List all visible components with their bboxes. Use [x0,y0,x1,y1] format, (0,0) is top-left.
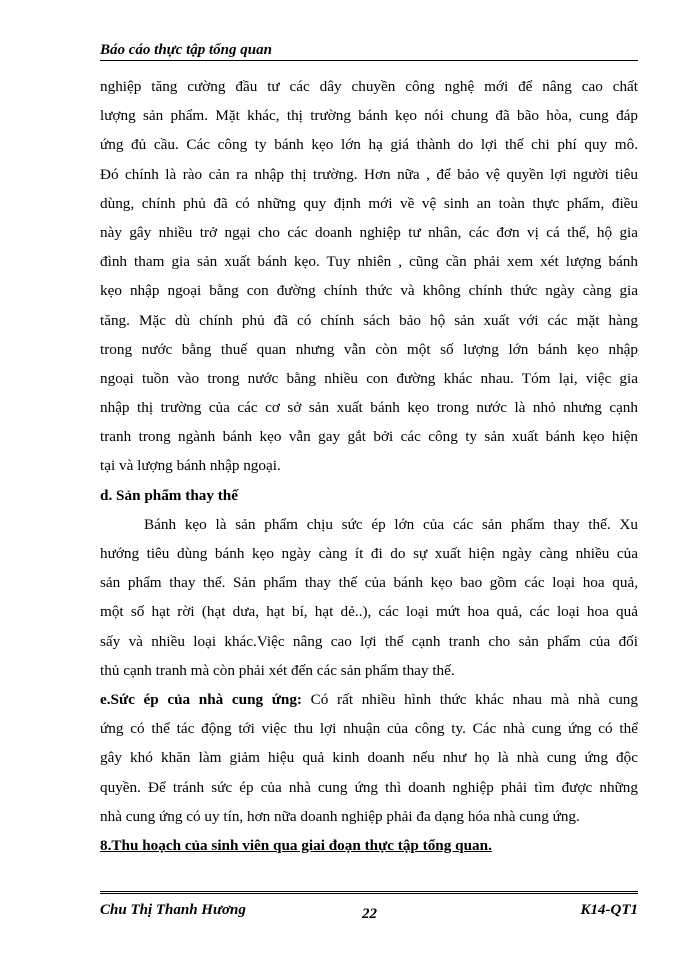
text-line: Đó chính là rào cản ra nhập thị trường. Hơn nữa , để bảo vệ quyền lợi người tiêu [100,165,638,183]
text-line: hướng tiêu dùng bánh kẹo ngày càng ít đi do sự xuất hiện ngày càng nhiều của [100,545,638,562]
paragraph-1 [100,72,638,481]
page-footer [100,902,638,924]
section-e-heading: e.Sức ép của nhà cung ứng: [100,690,302,708]
text-line: thủ cạnh tranh mà còn phải xét đến các sản phẩm thay thế. [100,661,455,679]
footer-author: Chu Thị Thanh Hương [100,902,246,918]
text-line: quyền. Để tránh sức ép của nhà cung ứng thì doanh nghiệp phải tìm được những [100,778,638,796]
text-line: ứng đủ cầu. Các công ty bánh kẹo lớn hạ giá thành do lợi thế chi phí quy mô. [100,136,638,154]
text-line: nhà cung ứng có uy tín, hơn nữa doanh nghiệp phải đa dạng hóa nhà cung ứng. [100,807,580,825]
page-content [100,72,638,860]
section-e-first-line: Có rất nhiều hình thức khác nhau mà nhà cung [302,690,638,708]
text-line: nhập thị trường của các cơ sở sản xuất bánh kẹo trong nước là nhỏ nhưng cạnh [100,399,638,417]
text-line: sản phẩm thay thế. Sản phẩm thay thế của bánh kẹo bao gồm các loại hoa quả, [100,574,638,592]
text-line: tranh trong ngành bánh kẹo vẫn gay gắt bởi các công ty sản xuất bánh kẹo hiện [100,428,638,446]
text-line: dùng, chính phủ đã có những quy định mới về vệ sinh an toàn thực phẩm, điều [100,194,638,212]
text-line: lượng sản phẩm. Mặt khác, thị trường bánh kẹo nói chung đã bão hòa, cung đáp [100,107,638,125]
page-header-title: Báo cáo thực tập tổng quan [100,42,272,58]
footer-class-code: K14-QT1 [580,902,638,918]
section-d-heading: d. Sản phẩm thay thế [100,486,238,504]
text-line: một số hạt rời (hạt dưa, hạt bí, hạt dẻ..), các loại mứt hoa quả, các loại hoa quả [100,603,638,621]
header-rule [100,60,638,61]
text-line: ngoại tuồn vào trong nước bằng nhiều con đường khác nhau. Tóm lại, việc gia [100,369,638,387]
text-line: trong nước bằng thuế quan nhưng vẫn còn một số lượng lớn bánh kẹo nhập [100,340,638,358]
text-line: Bánh kẹo là sản phẩm chịu sức ép lớn của các sản phẩm thay thế. Xu [144,515,638,533]
text-line: gây khó khăn làm giảm hiệu quả kinh doanh nếu như họ là nhà cung ứng độc [100,749,638,767]
text-line: nghiệp tăng cường đầu tư các dây chuyền công nghệ mới để nâng cao chất [100,78,638,95]
page-number: 22 [362,906,377,922]
text-line: này gây nhiều trở ngại cho các doanh nghiệp tư nhân, các đơn vị cá thể, hộ gia [100,223,638,241]
text-line: tại và lượng bánh nhập ngoại. [100,457,281,475]
footer-rule [100,891,638,894]
text-line [100,685,638,714]
text-line: sấy và nhiều loại khác.Việc nâng cao lợi thế cạnh tranh cho sản phẩm của đối [100,632,638,650]
text-line: kẹo nhập ngoại bằng con đường chính thức và không chính thức ngày càng gia [100,282,638,300]
text-line: ứng có thể tác động tới việc thu lợi nhuận của công ty. Các nhà cung ứng có thể [100,720,638,738]
section-e-paragraph [100,685,638,831]
section-d-paragraph [100,510,638,685]
section-8-title: 8.Thu hoạch của sinh viên qua giai đoạn thực tập tổng quan. [100,836,492,854]
text-line: tăng. Mặc dù chính phủ đã có chính sách bảo hộ sản xuất với các mặt hàng [100,311,638,329]
text-line: đình tham gia sản xuất bánh kẹo. Tuy nhiên , cũng cần phải xem xét lượng bánh [100,253,638,271]
